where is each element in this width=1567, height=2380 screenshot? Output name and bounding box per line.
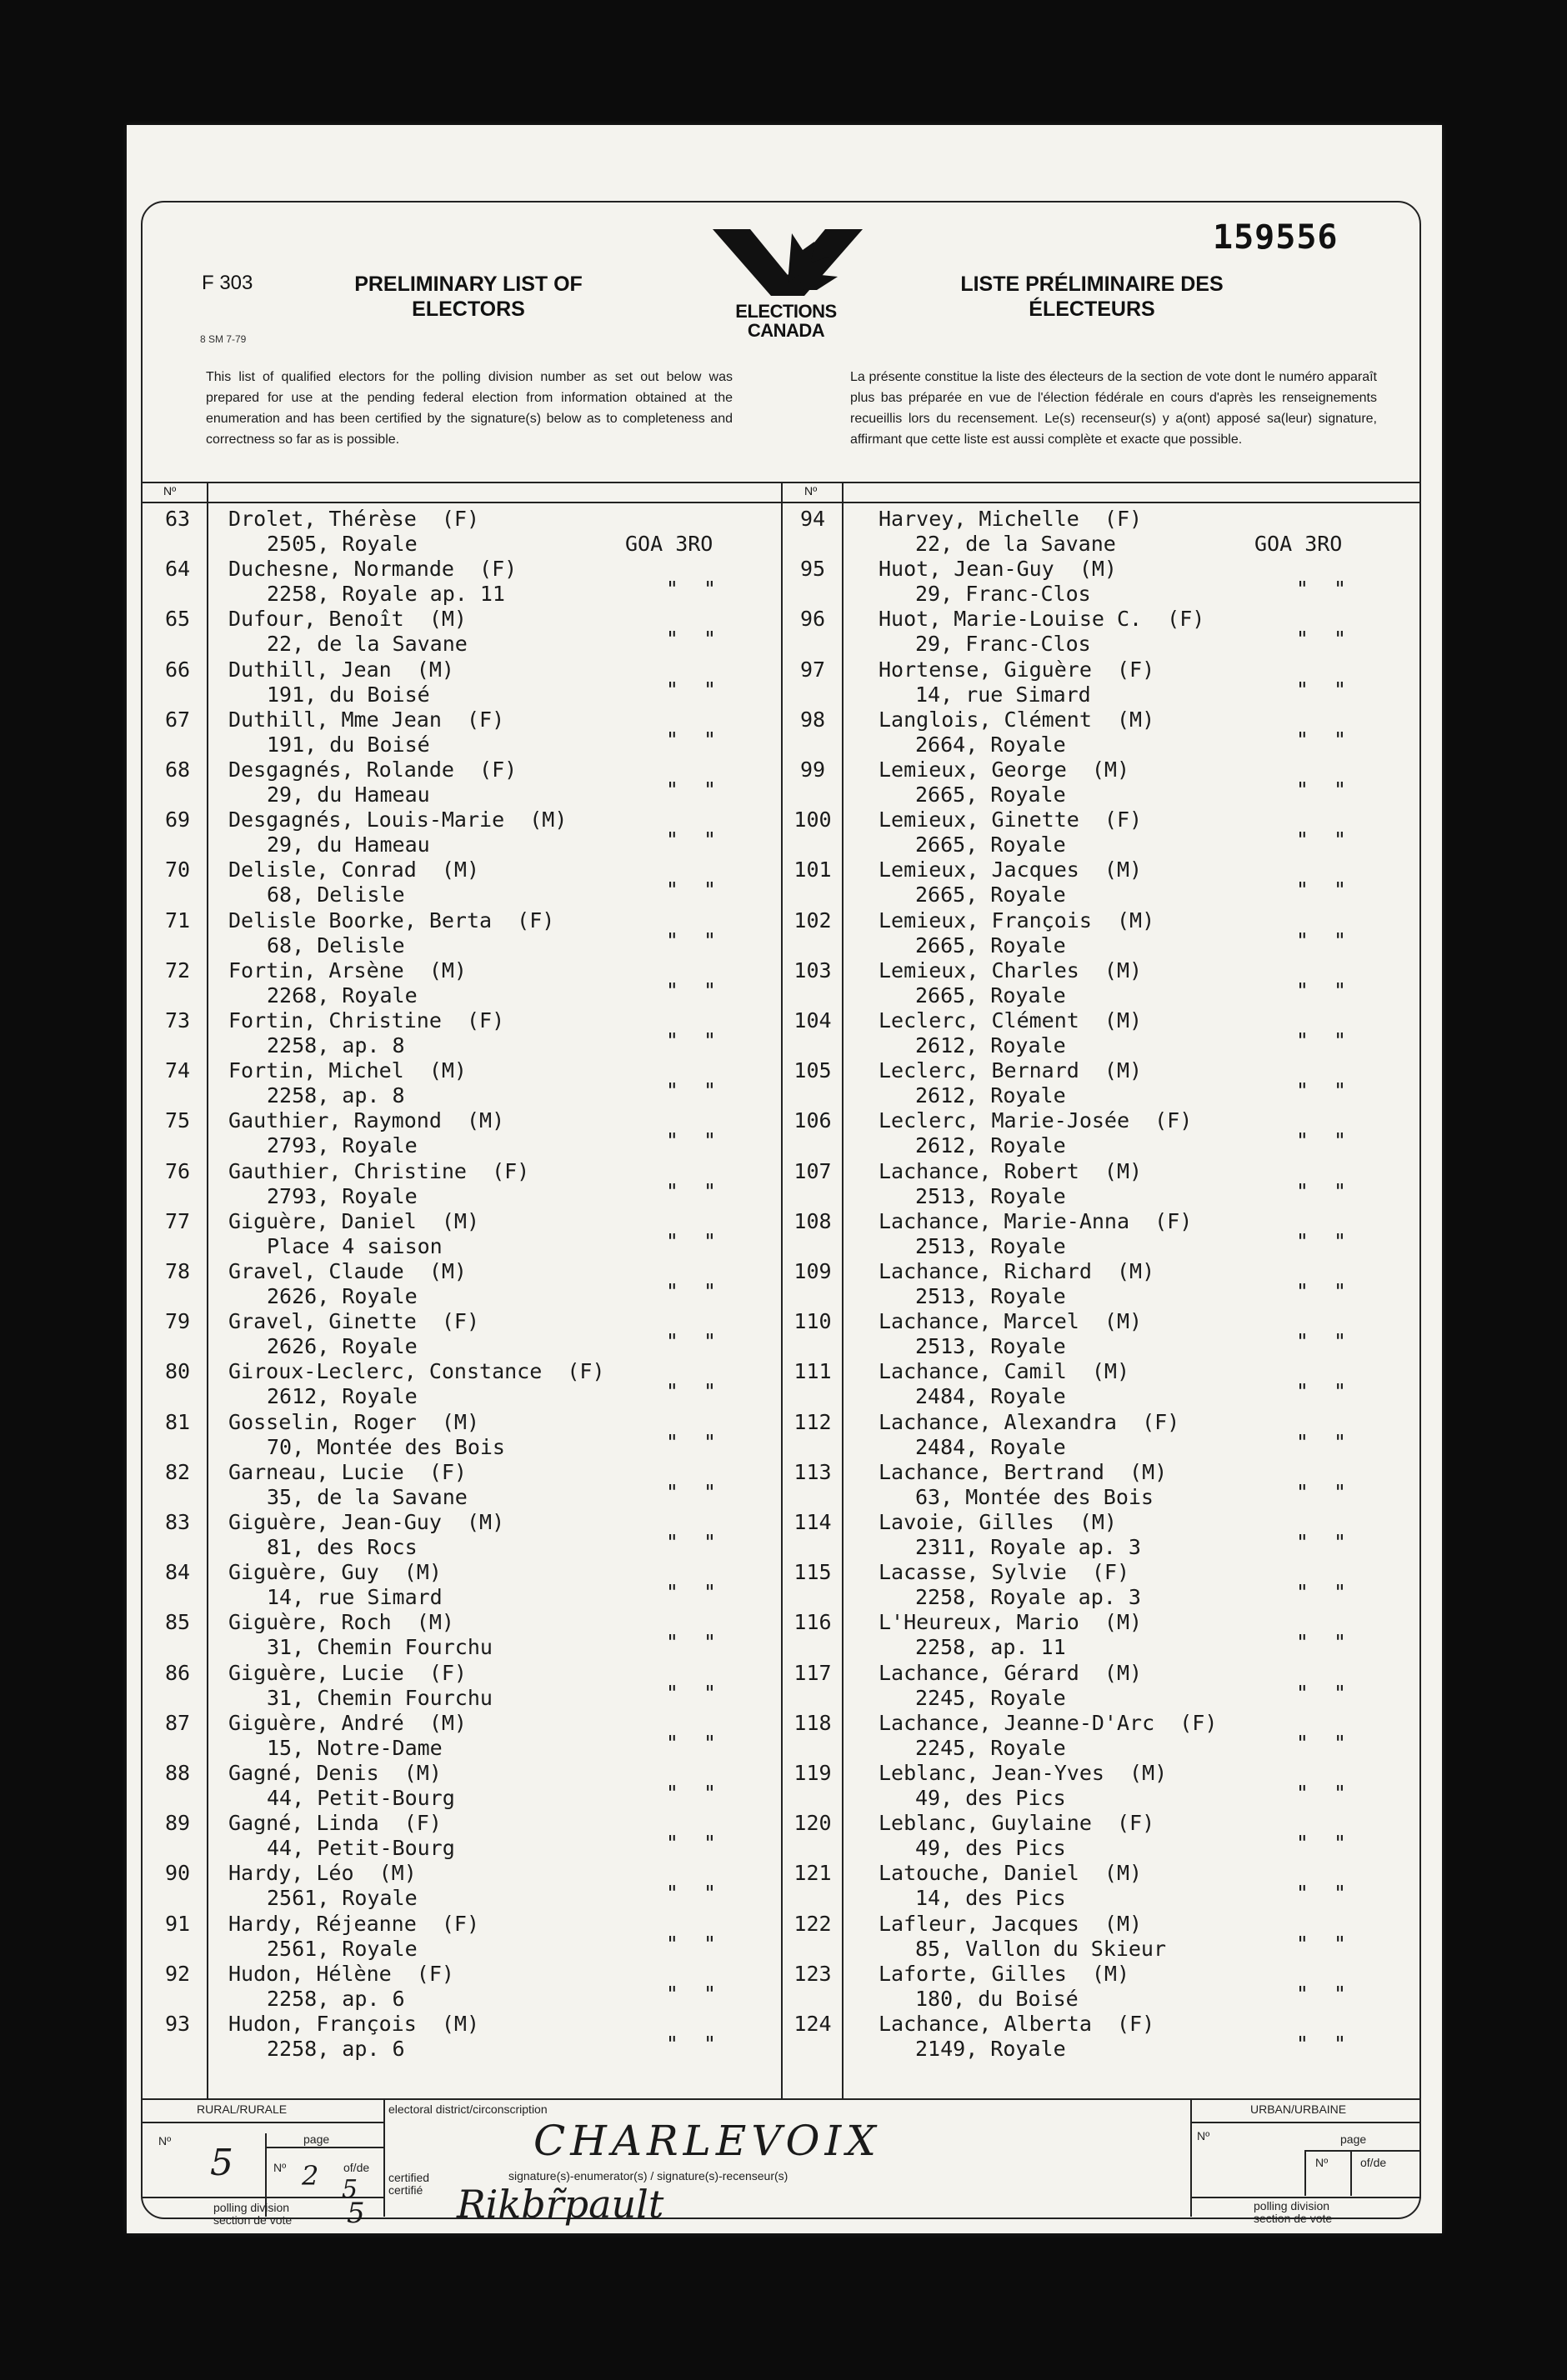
entry-ditto-mark: " " xyxy=(665,1781,717,1805)
entry-name: Lachance, Camil (M) xyxy=(879,1359,1130,1384)
page-handwritten: 2 xyxy=(302,2160,319,2192)
urban-page-no-label: Nº xyxy=(1315,2156,1329,2169)
entry-number: 98 xyxy=(799,707,826,732)
center-column-divider xyxy=(781,482,783,2098)
entry-number: 76 xyxy=(164,1158,191,1183)
entry-address: 2268, Royale xyxy=(267,982,418,1008)
entry-address: 2513, Royale xyxy=(915,1233,1066,1258)
entry-number: 73 xyxy=(164,1008,191,1032)
entry-name: Lachance, Bertrand (M) xyxy=(879,1459,1168,1484)
entry-name: Desgagnés, Rolande (F) xyxy=(228,758,518,782)
entry-name: Leclerc, Bernard (M) xyxy=(879,1058,1143,1083)
entry-name: Lachance, Alberta (F) xyxy=(879,2012,1155,2036)
footer-divider-5 xyxy=(1350,2150,1352,2196)
entry-address: 2793, Royale xyxy=(267,1183,418,1208)
entry-address: 29, du Hameau xyxy=(267,832,430,858)
entry-address: 2612, Royale xyxy=(915,1133,1066,1158)
entry-address: 2258, ap. 6 xyxy=(267,2037,405,2061)
entry-number: 97 xyxy=(799,657,826,682)
entry-number: 116 xyxy=(794,1610,832,1635)
entry-address: 31, Chemin Fourchu xyxy=(267,1635,493,1660)
entry-number: 82 xyxy=(164,1459,191,1484)
entry-ditto-mark: " " xyxy=(665,978,717,1002)
entry-name: Gagné, Denis (M) xyxy=(228,1761,442,1785)
entry-number: 105 xyxy=(794,1058,832,1083)
entry-name: Lachance, Alexandra (F) xyxy=(879,1409,1180,1434)
entry-address: 85, Vallon du Skieur xyxy=(915,1936,1167,1961)
entry-name: Leblanc, Jean-Yves (M) xyxy=(879,1761,1168,1785)
urban-label: URBAN/URBAINE xyxy=(1250,2102,1347,2116)
entry-name: Giguère, Daniel (M) xyxy=(228,1208,480,1233)
entry-name: Giguère, Guy (M) xyxy=(228,1560,442,1585)
entry-number: 90 xyxy=(164,1861,191,1886)
page-label: page xyxy=(303,2132,330,2146)
entry-number: 122 xyxy=(794,1911,832,1936)
polling-label-left: polling division section de vote xyxy=(213,2201,293,2227)
entry-name: Lemieux, Jacques (M) xyxy=(879,858,1143,882)
entry-number: 114 xyxy=(794,1510,832,1534)
entry-ditto-mark: " " xyxy=(665,1881,717,1906)
entry-ditto-mark: " " xyxy=(1295,978,1347,1002)
entry-address: 2245, Royale xyxy=(915,1735,1066,1760)
entry-ditto-mark: " " xyxy=(665,577,717,602)
entry-address: 2484, Royale xyxy=(915,1384,1066,1409)
entry-number: 92 xyxy=(164,1961,191,1986)
entry-ditto-mark: " " xyxy=(1295,627,1347,652)
entry-address: 2513, Royale xyxy=(915,1334,1066,1359)
entry-name: Leclerc, Clément (M) xyxy=(879,1008,1143,1032)
entry-address: 70, Montée des Bois xyxy=(267,1434,505,1459)
entry-name: Huot, Marie-Louise C. (F) xyxy=(879,607,1205,632)
entry-address: 191, du Boisé xyxy=(267,682,430,707)
entry-ditto-mark: " " xyxy=(665,727,717,752)
entry-address: 2665, Royale xyxy=(915,882,1066,908)
entry-address: 191, du Boisé xyxy=(267,732,430,757)
entry-name: Fortin, Arsène (M) xyxy=(228,958,467,982)
entry-ditto-mark: " " xyxy=(665,2032,717,2056)
entry-ditto-mark: " " xyxy=(1295,1429,1347,1454)
certified-label: certified certifié xyxy=(388,2171,430,2197)
entry-number: 91 xyxy=(164,1911,191,1936)
entry-ditto-mark: " " xyxy=(665,1931,717,1956)
entry-number: 86 xyxy=(164,1660,191,1685)
entry-address: 31, Chemin Fourchu xyxy=(267,1685,493,1710)
entry-number: 117 xyxy=(794,1660,832,1685)
entry-number: 104 xyxy=(794,1008,832,1032)
entry-name: Lemieux, François (M) xyxy=(879,908,1155,932)
entry-address: 29, du Hameau xyxy=(267,782,430,807)
footer-page-rule-right xyxy=(1304,2150,1421,2152)
left-no-column-divider xyxy=(207,482,208,2098)
entry-name: Hardy, Réjeanne (F) xyxy=(228,1911,480,1936)
footer-page-rule xyxy=(265,2147,383,2148)
rural-label: RURAL/RURALE xyxy=(197,2102,288,2116)
entry-number: 107 xyxy=(794,1158,832,1183)
entry-address: 15, Notre-Dame xyxy=(267,1735,443,1760)
entry-number: 103 xyxy=(794,958,832,982)
footer-divider-1 xyxy=(383,2098,385,2217)
entry-ditto-mark: " " xyxy=(665,1479,717,1504)
entry-name: Delisle, Conrad (M) xyxy=(228,858,480,882)
of-handwritten: 5 xyxy=(342,2175,358,2204)
entry-name: Delisle Boorke, Berta (F) xyxy=(228,908,555,932)
entry-postal-code: GOA 3RO xyxy=(625,532,713,556)
of-label: of/de xyxy=(343,2161,370,2174)
entry-address: 2612, Royale xyxy=(267,1384,418,1409)
entry-number: 66 xyxy=(164,657,191,682)
entry-ditto-mark: " " xyxy=(1295,1530,1347,1554)
entry-name: Desgagnés, Louis-Marie (M) xyxy=(228,808,568,832)
entry-number: 64 xyxy=(164,557,191,582)
logo-text: ELECTIONS CANADA xyxy=(735,301,837,341)
entry-number: 109 xyxy=(794,1259,832,1283)
intro-english: This list of qualified electors for the polling division number as set out below was prepared for use at the pending federal election from information obtained at the enumeration and has been certified by the signature(s) below as to completeness and correctness so far as is possible. xyxy=(206,370,733,447)
entry-number: 84 xyxy=(164,1560,191,1585)
entry-ditto-mark: " " xyxy=(1295,828,1347,852)
entry-ditto-mark: " " xyxy=(1295,1580,1347,1605)
entry-address: 68, Delisle xyxy=(267,932,405,958)
entry-number: 96 xyxy=(799,607,826,632)
entry-name: Gauthier, Christine (F) xyxy=(228,1158,530,1183)
entry-number: 106 xyxy=(794,1108,832,1133)
entry-ditto-mark: " " xyxy=(665,1831,717,1856)
entry-ditto-mark: " " xyxy=(1295,1379,1347,1404)
left-column-header-no: Nº xyxy=(163,484,177,498)
entry-ditto-mark: " " xyxy=(665,828,717,852)
entry-ditto-mark: " " xyxy=(665,1128,717,1153)
entry-ditto-mark: " " xyxy=(1295,1479,1347,1504)
entry-ditto-mark: " " xyxy=(665,1379,717,1404)
entry-address: 2258, Royale ap. 11 xyxy=(267,582,505,607)
rural-no-label: Nº xyxy=(158,2134,172,2148)
entry-address: 35, de la Savane xyxy=(267,1484,468,1509)
entry-address: 2258, ap. 11 xyxy=(915,1635,1066,1660)
entry-ditto-mark: " " xyxy=(1295,2032,1347,2056)
entry-address: 44, Petit-Bourg xyxy=(267,1836,455,1861)
district-handwritten: CHARLEVOIX xyxy=(533,2117,881,2165)
entry-number: 69 xyxy=(164,808,191,832)
entry-number: 68 xyxy=(164,758,191,782)
entry-name: Lemieux, Ginette (F) xyxy=(879,808,1143,832)
polling-handwritten: 5 xyxy=(347,2197,365,2230)
entry-name: Lachance, Marcel (M) xyxy=(879,1309,1143,1334)
entry-number: 75 xyxy=(164,1108,191,1133)
entry-number: 108 xyxy=(794,1208,832,1233)
entry-ditto-mark: " " xyxy=(1295,1228,1347,1253)
entry-address: 2665, Royale xyxy=(915,782,1066,807)
entry-number: 89 xyxy=(164,1811,191,1836)
page-no-label: Nº xyxy=(273,2161,287,2174)
entry-name: Lachance, Jeanne-D'Arc (F) xyxy=(879,1710,1218,1735)
entry-number: 99 xyxy=(799,758,826,782)
form-number: F 303 xyxy=(202,272,253,294)
entry-address: 2258, ap. 8 xyxy=(267,1033,405,1058)
entry-name: Lemieux, George (M) xyxy=(879,758,1130,782)
entry-address: 2612, Royale xyxy=(915,1033,1066,1058)
entry-address: 2513, Royale xyxy=(915,1183,1066,1208)
entry-address: 22, de la Savane xyxy=(267,632,468,657)
entry-number: 102 xyxy=(794,908,832,932)
entry-number: 113 xyxy=(794,1459,832,1484)
title-french: LISTE PRÉLIMINAIRE DES ÉLECTEURS xyxy=(960,272,1224,321)
entry-number: 87 xyxy=(164,1710,191,1735)
entry-address: 2505, Royale xyxy=(267,532,418,556)
entry-number: 94 xyxy=(799,507,826,531)
entry-ditto-mark: " " xyxy=(1295,727,1347,752)
entry-number: 77 xyxy=(164,1208,191,1233)
entry-ditto-mark: " " xyxy=(1295,1931,1347,1956)
entry-ditto-mark: " " xyxy=(665,1680,717,1705)
entry-name: Lachance, Gérard (M) xyxy=(879,1660,1143,1685)
footer-inner-rule xyxy=(143,2122,384,2123)
entry-address: 180, du Boisé xyxy=(915,1986,1079,2011)
entry-address: 2626, Royale xyxy=(267,1284,418,1308)
footer-divider-4 xyxy=(1304,2150,1306,2196)
entry-number: 67 xyxy=(164,707,191,732)
district-label: electoral district/circonscription xyxy=(388,2102,548,2116)
entry-address: 2561, Royale xyxy=(267,1936,418,1961)
entry-name: Duthill, Jean (M) xyxy=(228,657,454,682)
entry-address: 68, Delisle xyxy=(267,882,405,908)
entry-number: 112 xyxy=(794,1409,832,1434)
entry-ditto-mark: " " xyxy=(1295,1781,1347,1805)
entry-name: Fortin, Michel (M) xyxy=(228,1058,467,1083)
footer-divider-2 xyxy=(1190,2098,1192,2217)
entry-ditto-mark: " " xyxy=(665,778,717,802)
urban-of-label: of/de xyxy=(1360,2156,1387,2169)
entry-name: Lachance, Robert (M) xyxy=(879,1158,1143,1183)
entry-name: Hardy, Léo (M) xyxy=(228,1861,417,1886)
entry-name: Harvey, Michelle (F) xyxy=(879,507,1143,531)
entry-number: 93 xyxy=(164,2012,191,2036)
entry-name: Hudon, François (M) xyxy=(228,2012,480,2036)
entry-address: 2258, ap. 8 xyxy=(267,1083,405,1108)
entry-name: Lemieux, Charles (M) xyxy=(879,958,1143,982)
polling-label-right: polling division section de vote xyxy=(1254,2199,1333,2225)
entry-name: Lachance, Richard (M) xyxy=(879,1259,1155,1283)
entry-ditto-mark: " " xyxy=(1295,778,1347,802)
entry-ditto-mark: " " xyxy=(1295,1028,1347,1052)
entry-number: 74 xyxy=(164,1058,191,1083)
entry-ditto-mark: " " xyxy=(1295,1981,1347,2006)
entry-name: Lafleur, Jacques (M) xyxy=(879,1911,1143,1936)
entry-number: 115 xyxy=(794,1560,832,1585)
entry-address: 49, des Pics xyxy=(915,1836,1066,1861)
entry-name: Lacasse, Sylvie (F) xyxy=(879,1560,1130,1585)
entry-address: 44, Petit-Bourg xyxy=(267,1786,455,1810)
entry-ditto-mark: " " xyxy=(665,1279,717,1303)
entry-name: Garneau, Lucie (F) xyxy=(228,1459,467,1484)
form-code: 8 SM 7-79 xyxy=(200,333,247,345)
entry-name: Langlois, Clément (M) xyxy=(879,707,1155,732)
entry-number: 72 xyxy=(164,958,191,982)
entry-address: 2665, Royale xyxy=(915,832,1066,858)
entry-number: 120 xyxy=(794,1811,832,1836)
entry-number: 63 xyxy=(164,507,191,531)
entry-number: 83 xyxy=(164,1510,191,1534)
entry-address: 29, Franc-Clos xyxy=(915,632,1091,657)
intro-french: La présente constitue la liste des électeurs de la section de vote dont le numéro apparaît plus bas préparée en vue de l'élection fédérale en cours d'après les renseignements recueillis lors du recensement. Le(s) recenseur(s) y a(ont) apposé sa(leur) signature, affirmant que cette liste est aussi complète et exacte que possible. xyxy=(850,370,1377,447)
entry-ditto-mark: " " xyxy=(665,878,717,902)
entry-name: Gagné, Linda (F) xyxy=(228,1811,442,1836)
entry-number: 118 xyxy=(794,1710,832,1735)
entry-ditto-mark: " " xyxy=(665,1429,717,1454)
entry-address: 2665, Royale xyxy=(915,932,1066,958)
entry-address: 2258, ap. 6 xyxy=(267,1986,405,2011)
urban-no-label: Nº xyxy=(1197,2129,1210,2142)
entry-ditto-mark: " " xyxy=(1295,878,1347,902)
entry-number: 70 xyxy=(164,858,191,882)
entry-ditto-mark: " " xyxy=(1295,1178,1347,1203)
entry-ditto-mark: " " xyxy=(1295,1128,1347,1153)
entry-name: Gauthier, Raymond (M) xyxy=(228,1108,505,1133)
title-english: PRELIMINARY LIST OF ELECTORS xyxy=(354,272,583,321)
entry-number: 95 xyxy=(799,557,826,582)
entry-name: Gravel, Ginette (F) xyxy=(228,1309,480,1334)
entry-ditto-mark: " " xyxy=(1295,1630,1347,1655)
entry-address: 2612, Royale xyxy=(915,1083,1066,1108)
entry-number: 119 xyxy=(794,1761,832,1785)
entry-name: Leblanc, Guylaine (F) xyxy=(879,1811,1155,1836)
serial-number: 159556 xyxy=(1213,218,1339,257)
entry-ditto-mark: " " xyxy=(665,677,717,702)
entry-address: 2258, Royale ap. 3 xyxy=(915,1585,1141,1610)
entry-name: Leclerc, Marie-Josée (F) xyxy=(879,1108,1193,1133)
entry-ditto-mark: " " xyxy=(665,928,717,952)
entry-address: 2311, Royale ap. 3 xyxy=(915,1535,1141,1559)
entry-address: 14, rue Simard xyxy=(267,1585,443,1610)
entry-address: 22, de la Savane xyxy=(915,532,1116,556)
rural-no-handwritten: 5 xyxy=(210,2142,233,2184)
entry-ditto-mark: " " xyxy=(1295,1329,1347,1354)
entry-number: 123 xyxy=(794,1961,832,1986)
entry-name: Dufour, Benoît (M) xyxy=(228,607,467,632)
entry-address: Place 4 saison xyxy=(267,1233,443,1258)
entry-ditto-mark: " " xyxy=(665,627,717,652)
signature-label: signature(s)-enumerator(s) / signature(s)-recenseur(s) xyxy=(508,2169,789,2182)
entry-ditto-mark: " " xyxy=(665,1730,717,1755)
entry-ditto-mark: " " xyxy=(1295,928,1347,952)
entry-address: 2561, Royale xyxy=(267,1886,418,1911)
entry-name: Duthill, Mme Jean (F) xyxy=(228,707,505,732)
entry-number: 65 xyxy=(164,607,191,632)
entry-address: 2664, Royale xyxy=(915,732,1066,757)
entry-name: Duchesne, Normande (F) xyxy=(228,557,518,582)
right-column-header-no: Nº xyxy=(804,484,818,498)
entry-ditto-mark: " " xyxy=(1295,1680,1347,1705)
entry-number: 81 xyxy=(164,1409,191,1434)
footer-polling-rule-right xyxy=(1190,2197,1421,2198)
entry-name: Gosselin, Roger (M) xyxy=(228,1409,480,1434)
entry-address: 14, des Pics xyxy=(915,1886,1066,1911)
entry-name: Gravel, Claude (M) xyxy=(228,1259,467,1283)
entry-name: Hortense, Giguère (F) xyxy=(879,657,1155,682)
entry-address: 2484, Royale xyxy=(915,1434,1066,1459)
entry-number: 78 xyxy=(164,1259,191,1283)
entry-name: Lavoie, Gilles (M) xyxy=(879,1510,1117,1534)
entry-name: Giguère, Lucie (F) xyxy=(228,1660,467,1685)
entry-address: 81, des Rocs xyxy=(267,1535,418,1559)
entry-ditto-mark: " " xyxy=(1295,677,1347,702)
entry-name: Latouche, Daniel (M) xyxy=(879,1861,1143,1886)
entry-ditto-mark: " " xyxy=(665,1178,717,1203)
entry-number: 88 xyxy=(164,1761,191,1785)
entry-ditto-mark: " " xyxy=(665,1028,717,1052)
entry-address: 2626, Royale xyxy=(267,1334,418,1359)
entry-name: Hudon, Hélène (F) xyxy=(228,1961,454,1986)
footer-top-rule xyxy=(143,2098,1419,2100)
entry-address: 2793, Royale xyxy=(267,1133,418,1158)
entry-ditto-mark: " " xyxy=(665,1530,717,1554)
entry-address: 2245, Royale xyxy=(915,1685,1066,1710)
entry-postal-code: GOA 3RO xyxy=(1254,532,1343,556)
entry-ditto-mark: " " xyxy=(665,1981,717,2006)
entry-address: 2149, Royale xyxy=(915,2037,1066,2061)
entry-address: 29, Franc-Clos xyxy=(915,582,1091,607)
entry-name: Laforte, Gilles (M) xyxy=(879,1961,1130,1986)
entry-name: Giguère, André (M) xyxy=(228,1710,467,1735)
entry-ditto-mark: " " xyxy=(1295,1730,1347,1755)
entry-number: 100 xyxy=(794,808,832,832)
entry-name: Huot, Jean-Guy (M) xyxy=(879,557,1117,582)
right-no-column-divider xyxy=(842,482,844,2098)
entry-ditto-mark: " " xyxy=(1295,1881,1347,1906)
entry-name: L'Heureux, Mario (M) xyxy=(879,1610,1143,1635)
urban-page-label: page xyxy=(1340,2132,1367,2146)
entry-ditto-mark: " " xyxy=(665,1329,717,1354)
entry-ditto-mark: " " xyxy=(1295,1279,1347,1303)
entry-address: 14, rue Simard xyxy=(915,682,1091,707)
entry-ditto-mark: " " xyxy=(665,1228,717,1253)
footer-inner-rule-right xyxy=(1190,2122,1421,2123)
enumerator-signature: Rikbr̃pault xyxy=(457,2182,664,2227)
entry-address: 63, Montée des Bois xyxy=(915,1484,1154,1509)
entry-number: 80 xyxy=(164,1359,191,1384)
entry-name: Giguère, Jean-Guy (M) xyxy=(228,1510,505,1534)
entry-ditto-mark: " " xyxy=(665,1630,717,1655)
entry-address: 49, des Pics xyxy=(915,1786,1066,1810)
entry-name: Fortin, Christine (F) xyxy=(228,1008,505,1032)
entry-number: 101 xyxy=(794,858,832,882)
entry-address: 2513, Royale xyxy=(915,1284,1066,1308)
entry-number: 85 xyxy=(164,1610,191,1635)
entry-address: 2665, Royale xyxy=(915,982,1066,1008)
entry-number: 79 xyxy=(164,1309,191,1334)
entry-name: Giroux-Leclerc, Constance (F) xyxy=(228,1359,605,1384)
entry-ditto-mark: " " xyxy=(1295,577,1347,602)
entry-ditto-mark: " " xyxy=(665,1580,717,1605)
entry-number: 110 xyxy=(794,1309,832,1334)
entry-number: 124 xyxy=(794,2012,832,2036)
entry-ditto-mark: " " xyxy=(1295,1078,1347,1103)
entry-name: Drolet, Thérèse (F) xyxy=(228,507,480,531)
entry-number: 71 xyxy=(164,908,191,932)
entry-number: 111 xyxy=(794,1359,832,1384)
entry-ditto-mark: " " xyxy=(665,1078,717,1103)
entry-ditto-mark: " " xyxy=(1295,1831,1347,1856)
entry-number: 121 xyxy=(794,1861,832,1886)
entry-name: Lachance, Marie-Anna (F) xyxy=(879,1208,1193,1233)
entry-name: Giguère, Roch (M) xyxy=(228,1610,454,1635)
